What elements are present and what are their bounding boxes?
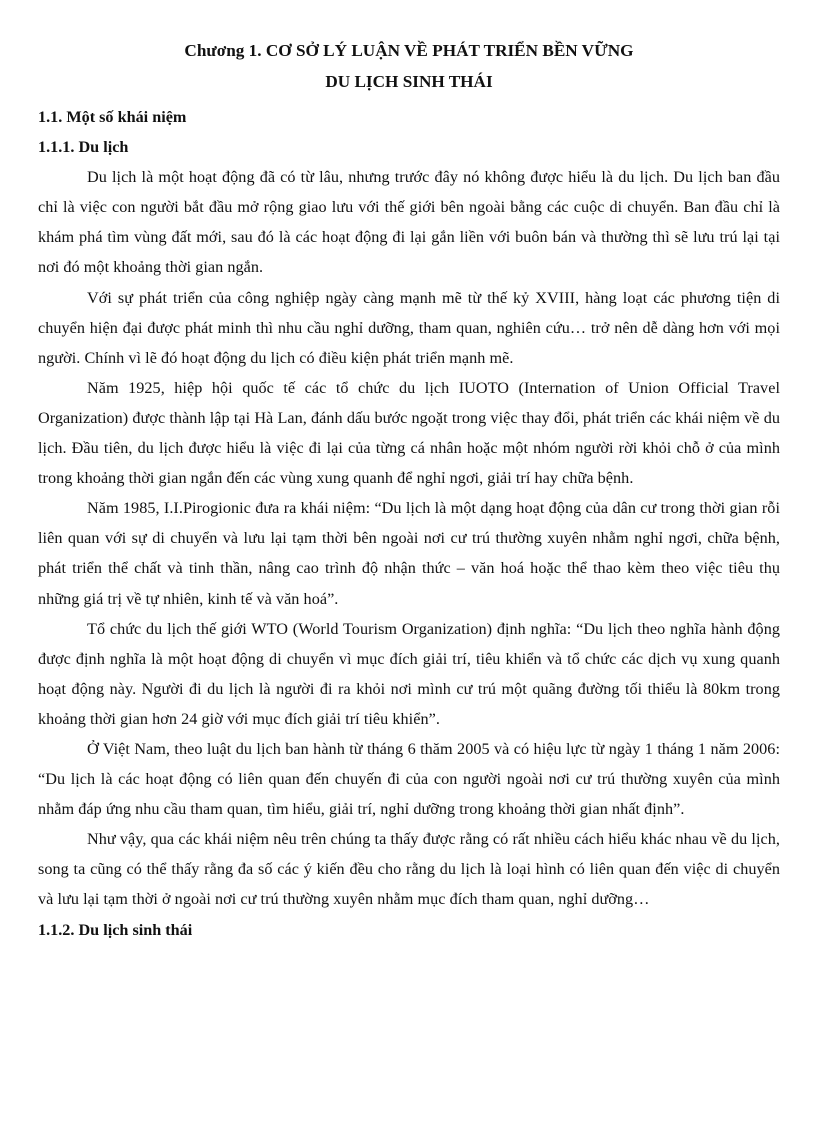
paragraph-1: Du lịch là một hoạt động đã có từ lâu, nhưng trước đây nó không được hiểu là du lịch. Du lịch ban đầu chỉ là việc con người bắt đầu mở rộng giao lưu với thế giới bên ngoài bằng các cuộc di chuyển. Ban đầu chỉ là khám phá tìm vùng đất mới, sau đó là các hoạt động đi lại gắn liền với buôn bán và thường thì sẽ lưu trú lại tại nơi đó một khoảng thời gian ngắn. [38,168,780,277]
paragraph-2: Với sự phát triển của công nghiệp ngày càng mạnh mẽ từ thế kỷ XVIII, hàng loạt các phương tiện di chuyển hiện đại được phát minh thì nhu cầu nghỉ dưỡng, tham quan, nghiên cứu… trở nên dễ dàng hơn với mọi người. Chính vì lẽ đó hoạt động du lịch có điều kiện phát triển mạnh mẽ. [38,288,780,367]
document-page [38,36,780,945]
paragraph-7: Như vậy, qua các khái niệm nêu trên chúng ta thấy được rằng có rất nhiều cách hiểu khác nhau về du lịch, song ta cũng có thể thấy rằng đa số các ý kiến đều cho rằng du lịch là loại hình có liên quan đến việc di chuyển và lưu lại tạm thời ở ngoài nơi cư trú thường xuyên nhằm mục đích tham quan, nghỉ dưỡng… [38,830,780,909]
paragraph-6: Ở Việt Nam, theo luật du lịch ban hành từ tháng 6 thăm 2005 và có hiệu lực từ ngày 1 tháng 1 năm 2006: “Du lịch là các hoạt động có liên quan đến chuyến đi của con người ngoài nơi cư trú thường xuyên của mình nhằm đáp ứng nhu cầu tham quan, tìm hiểu, giải trí, nghỉ dưỡng trong khoảng thời gian nhất định”. [38,739,780,819]
paragraph-3: Năm 1925, hiệp hội quốc tế các tổ chức du lịch IUOTO (Internation of Union Official Travel Organization) được thành lập tại Hà Lan, đánh dấu bước ngoặt trong việc thay đổi, phát triển các khái niệm về du lịch. Đầu tiên, du lịch được hiểu là việc đi lại của từng cá nhân hoặc một nhóm người rời khỏi chỗ ở của mình trong khoảng thời gian ngắn đến các vùng xung quanh để nghỉ ngơi, giải trí hay chữa bệnh. [38,378,780,488]
chapter-title-line-1: Chương 1. CƠ SỞ LÝ LUẬN VỀ PHÁT TRIỂN BỀN VỮNG [184,41,634,60]
section-heading-1-1-2: 1.1.2. Du lịch sinh thái [38,920,193,939]
chapter-title-line-2: DU LỊCH SINH THÁI [325,71,493,91]
chapter-title [38,36,780,97]
section-heading-1-1: 1.1. Một số khái niệm [38,108,187,126]
paragraph-4: Năm 1985, I.I.Pirogionic đưa ra khái niệm: “Du lịch là một dạng hoạt động của dân cư trong thời gian rỗi liên quan với sự di chuyển và lưu lại tạm thời bên ngoài nơi cư trú thường xuyên nhằm nghỉ ngơi, chữa bệnh, phát triển thể chất và tinh thần, nâng cao trình độ nhận thức – văn hoá hoặc thể thao kèm theo việc tiêu thụ những giá trị về tự nhiên, kinh tế và văn hoá”. [38,499,780,608]
section-heading-1-1-1: 1.1.1. Du lịch [38,138,129,157]
paragraph-5: Tổ chức du lịch thế giới WTO (World Tourism Organization) định nghĩa: “Du lịch theo nghĩa hành động được định nghĩa là một hoạt động di chuyển vì mục đích giải trí, tiêu khiển và tổ chức các dịch vụ xung quanh hoạt động này. Người đi du lịch là người đi ra khỏi nơi mình cư trú một quãng đường tối thiểu là 80km trong khoảng thời gian hơn 24 giờ với mục đích giải trí tiêu khiển”. [38,619,780,728]
